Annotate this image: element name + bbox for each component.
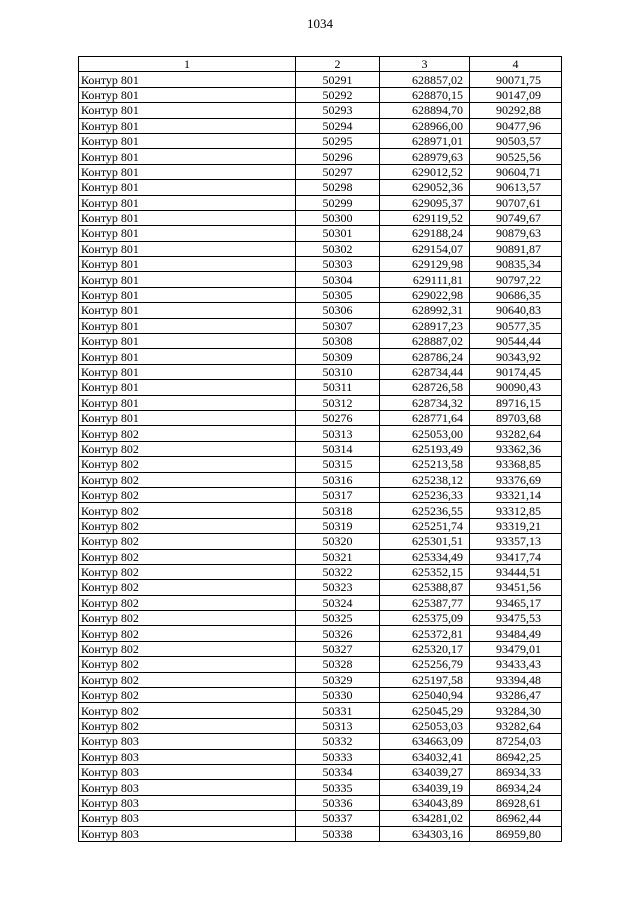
table-row: [79, 503, 562, 518]
y-coordinate-cell: 90525,56: [470, 149, 562, 164]
point-number-cell: 50331: [296, 703, 380, 718]
contour-name-cell: Контур 802: [79, 441, 296, 456]
table-header: [79, 57, 562, 72]
contour-name-cell: Контур 803: [79, 764, 296, 779]
y-coordinate-cell: 90503,57: [470, 133, 562, 148]
x-coordinate-cell: 629012,52: [380, 164, 470, 179]
contour-name-cell: Контур 801: [79, 226, 296, 241]
contour-name-cell: Контур 803: [79, 780, 296, 795]
point-number-cell: 50316: [296, 472, 380, 487]
x-coordinate-cell: 629052,36: [380, 180, 470, 195]
y-coordinate-cell: 93444,51: [470, 564, 562, 579]
y-coordinate-cell: 90343,92: [470, 349, 562, 364]
y-coordinate-cell: 86934,24: [470, 780, 562, 795]
table-row: [79, 133, 562, 148]
point-number-cell: 50324: [296, 595, 380, 610]
point-number-cell: 50310: [296, 364, 380, 379]
page-number: 1034: [307, 16, 333, 31]
y-coordinate-cell: 89703,68: [470, 410, 562, 425]
y-coordinate-cell: 89716,15: [470, 395, 562, 410]
table-row: [79, 164, 562, 179]
contour-name-cell: Контур 801: [79, 287, 296, 302]
x-coordinate-cell: 628917,23: [380, 318, 470, 333]
y-coordinate-cell: 93357,13: [470, 534, 562, 549]
coordinates-table: [78, 56, 562, 842]
table-body: [79, 72, 562, 842]
point-number-cell: 50309: [296, 349, 380, 364]
x-coordinate-cell: 628771,64: [380, 410, 470, 425]
table-row: [79, 764, 562, 779]
contour-name-cell: Контур 801: [79, 272, 296, 287]
x-coordinate-cell: 628786,24: [380, 349, 470, 364]
x-coordinate-cell: 625193,49: [380, 441, 470, 456]
table-row: [79, 210, 562, 225]
point-number-cell: 50298: [296, 180, 380, 195]
contour-name-cell: Контур 801: [79, 72, 296, 87]
contour-name-cell: Контур 801: [79, 303, 296, 318]
table-row: [79, 349, 562, 364]
contour-name-cell: Контур 802: [79, 688, 296, 703]
table-row: [79, 180, 562, 195]
contour-name-cell: Контур 802: [79, 457, 296, 472]
table-row: [79, 149, 562, 164]
point-number-cell: 50313: [296, 718, 380, 733]
contour-name-cell: Контур 802: [79, 487, 296, 502]
x-coordinate-cell: 625375,09: [380, 611, 470, 626]
table-row: [79, 195, 562, 210]
x-coordinate-cell: 625236,33: [380, 487, 470, 502]
y-coordinate-cell: 93484,49: [470, 626, 562, 641]
y-coordinate-cell: 93286,47: [470, 688, 562, 703]
table-row: [79, 549, 562, 564]
x-coordinate-cell: 625334,49: [380, 549, 470, 564]
point-number-cell: 50320: [296, 534, 380, 549]
point-number-cell: 50293: [296, 103, 380, 118]
table-row: [79, 426, 562, 441]
contour-name-cell: Контур 803: [79, 749, 296, 764]
point-number-cell: 50332: [296, 734, 380, 749]
x-coordinate-cell: 625213,58: [380, 457, 470, 472]
point-number-cell: 50330: [296, 688, 380, 703]
y-coordinate-cell: 93376,69: [470, 472, 562, 487]
contour-name-cell: Контур 803: [79, 734, 296, 749]
contour-name-cell: Контур 801: [79, 164, 296, 179]
table-row: [79, 118, 562, 133]
y-coordinate-cell: 93433,43: [470, 657, 562, 672]
contour-name-cell: Контур 801: [79, 257, 296, 272]
x-coordinate-cell: 628870,15: [380, 87, 470, 102]
y-coordinate-cell: 93417,74: [470, 549, 562, 564]
contour-name-cell: Контур 802: [79, 595, 296, 610]
y-coordinate-cell: 90707,61: [470, 195, 562, 210]
contour-name-cell: Контур 802: [79, 672, 296, 687]
y-coordinate-cell: 90879,63: [470, 226, 562, 241]
y-coordinate-cell: 87254,03: [470, 734, 562, 749]
contour-name-cell: Контур 801: [79, 334, 296, 349]
point-number-cell: 50337: [296, 811, 380, 826]
y-coordinate-cell: 93394,48: [470, 672, 562, 687]
contour-name-cell: Контур 801: [79, 133, 296, 148]
x-coordinate-cell: 629111,81: [380, 272, 470, 287]
x-coordinate-cell: 628857,02: [380, 72, 470, 87]
x-coordinate-cell: 625320,17: [380, 641, 470, 656]
table-row: [79, 334, 562, 349]
x-coordinate-cell: 634281,02: [380, 811, 470, 826]
point-number-cell: 50328: [296, 657, 380, 672]
table-row: [79, 749, 562, 764]
contour-name-cell: Контур 802: [79, 472, 296, 487]
y-coordinate-cell: 90797,22: [470, 272, 562, 287]
x-coordinate-cell: 625053,03: [380, 718, 470, 733]
contour-name-cell: Контур 802: [79, 657, 296, 672]
table-row: [79, 457, 562, 472]
table-row: [79, 534, 562, 549]
x-coordinate-cell: 629188,24: [380, 226, 470, 241]
header-col-3: 3: [380, 57, 470, 72]
y-coordinate-cell: 86934,33: [470, 764, 562, 779]
y-coordinate-cell: 93368,85: [470, 457, 562, 472]
y-coordinate-cell: 86942,25: [470, 749, 562, 764]
contour-name-cell: Контур 802: [79, 426, 296, 441]
contour-name-cell: Контур 802: [79, 518, 296, 533]
x-coordinate-cell: 625301,51: [380, 534, 470, 549]
x-coordinate-cell: 629022,98: [380, 287, 470, 302]
y-coordinate-cell: 93475,53: [470, 611, 562, 626]
point-number-cell: 50292: [296, 87, 380, 102]
table-row: [79, 795, 562, 810]
contour-name-cell: Контур 802: [79, 611, 296, 626]
x-coordinate-cell: 629129,98: [380, 257, 470, 272]
y-coordinate-cell: 90477,96: [470, 118, 562, 133]
point-number-cell: 50317: [296, 487, 380, 502]
y-coordinate-cell: 93282,64: [470, 426, 562, 441]
table-row: [79, 688, 562, 703]
table-row: [79, 72, 562, 87]
point-number-cell: 50295: [296, 133, 380, 148]
point-number-cell: 50312: [296, 395, 380, 410]
contour-name-cell: Контур 801: [79, 103, 296, 118]
table-row: [79, 780, 562, 795]
contour-name-cell: Контур 801: [79, 395, 296, 410]
contour-name-cell: Контур 801: [79, 180, 296, 195]
y-coordinate-cell: 93319,21: [470, 518, 562, 533]
point-number-cell: 50308: [296, 334, 380, 349]
y-coordinate-cell: 90604,71: [470, 164, 562, 179]
y-coordinate-cell: 93312,85: [470, 503, 562, 518]
point-number-cell: 50335: [296, 780, 380, 795]
contour-name-cell: Контур 802: [79, 534, 296, 549]
contour-name-cell: Контур 801: [79, 364, 296, 379]
x-coordinate-cell: 628734,44: [380, 364, 470, 379]
table-row: [79, 380, 562, 395]
point-number-cell: 50336: [296, 795, 380, 810]
y-coordinate-cell: 93321,14: [470, 487, 562, 502]
table-row: [79, 564, 562, 579]
y-coordinate-cell: 90613,57: [470, 180, 562, 195]
point-number-cell: 50276: [296, 410, 380, 425]
x-coordinate-cell: 634039,27: [380, 764, 470, 779]
header-row: [79, 57, 562, 72]
point-number-cell: 50304: [296, 272, 380, 287]
point-number-cell: 50315: [296, 457, 380, 472]
contour-name-cell: Контур 803: [79, 795, 296, 810]
point-number-cell: 50294: [296, 118, 380, 133]
x-coordinate-cell: 625045,29: [380, 703, 470, 718]
point-number-cell: 50300: [296, 210, 380, 225]
point-number-cell: 50314: [296, 441, 380, 456]
x-coordinate-cell: 625236,55: [380, 503, 470, 518]
table-row: [79, 441, 562, 456]
y-coordinate-cell: 93465,17: [470, 595, 562, 610]
contour-name-cell: Контур 802: [79, 549, 296, 564]
table-row: [79, 580, 562, 595]
table-row: [79, 226, 562, 241]
table-row: [79, 518, 562, 533]
y-coordinate-cell: 93284,30: [470, 703, 562, 718]
table-row: [79, 103, 562, 118]
contour-name-cell: Контур 802: [79, 641, 296, 656]
header-col-1: 1: [79, 57, 296, 72]
x-coordinate-cell: 625251,74: [380, 518, 470, 533]
point-number-cell: 50307: [296, 318, 380, 333]
contour-name-cell: Контур 802: [79, 503, 296, 518]
y-coordinate-cell: 90835,34: [470, 257, 562, 272]
table-row: [79, 811, 562, 826]
point-number-cell: 50321: [296, 549, 380, 564]
x-coordinate-cell: 628971,01: [380, 133, 470, 148]
x-coordinate-cell: 625256,79: [380, 657, 470, 672]
x-coordinate-cell: 634043,89: [380, 795, 470, 810]
x-coordinate-cell: 634032,41: [380, 749, 470, 764]
x-coordinate-cell: 629095,37: [380, 195, 470, 210]
contour-name-cell: Контур 801: [79, 195, 296, 210]
y-coordinate-cell: 90544,44: [470, 334, 562, 349]
point-number-cell: 50299: [296, 195, 380, 210]
x-coordinate-cell: 625238,12: [380, 472, 470, 487]
table-row: [79, 595, 562, 610]
table-row: [79, 395, 562, 410]
table-row: [79, 826, 562, 841]
point-number-cell: 50318: [296, 503, 380, 518]
point-number-cell: 50329: [296, 672, 380, 687]
table-row: [79, 657, 562, 672]
table-row: [79, 718, 562, 733]
table-row: [79, 318, 562, 333]
contour-name-cell: Контур 801: [79, 349, 296, 364]
x-coordinate-cell: 625040,94: [380, 688, 470, 703]
contour-name-cell: Контур 801: [79, 380, 296, 395]
y-coordinate-cell: 90174,45: [470, 364, 562, 379]
x-coordinate-cell: 628992,31: [380, 303, 470, 318]
table-row: [79, 641, 562, 656]
x-coordinate-cell: 629154,07: [380, 241, 470, 256]
table-row: [79, 487, 562, 502]
table-row: [79, 287, 562, 302]
y-coordinate-cell: 90090,43: [470, 380, 562, 395]
table-row: [79, 626, 562, 641]
contour-name-cell: Контур 801: [79, 210, 296, 225]
x-coordinate-cell: 625387,77: [380, 595, 470, 610]
contour-name-cell: Контур 802: [79, 626, 296, 641]
y-coordinate-cell: 86928,61: [470, 795, 562, 810]
table-row: [79, 241, 562, 256]
table-row: [79, 303, 562, 318]
y-coordinate-cell: 90071,75: [470, 72, 562, 87]
contour-name-cell: Контур 801: [79, 87, 296, 102]
table-row: [79, 272, 562, 287]
contour-name-cell: Контур 802: [79, 564, 296, 579]
point-number-cell: 50322: [296, 564, 380, 579]
contour-name-cell: Контур 801: [79, 318, 296, 333]
point-number-cell: 50311: [296, 380, 380, 395]
header-col-2: 2: [296, 57, 380, 72]
table-row: [79, 734, 562, 749]
x-coordinate-cell: 628894,70: [380, 103, 470, 118]
point-number-cell: 50303: [296, 257, 380, 272]
x-coordinate-cell: 634039,19: [380, 780, 470, 795]
table-row: [79, 87, 562, 102]
point-number-cell: 50319: [296, 518, 380, 533]
point-number-cell: 50338: [296, 826, 380, 841]
y-coordinate-cell: 93479,01: [470, 641, 562, 656]
x-coordinate-cell: 625352,15: [380, 564, 470, 579]
x-coordinate-cell: 634303,16: [380, 826, 470, 841]
contour-name-cell: Контур 801: [79, 241, 296, 256]
y-coordinate-cell: 90640,83: [470, 303, 562, 318]
contour-name-cell: Контур 802: [79, 580, 296, 595]
table-row: [79, 611, 562, 626]
contour-name-cell: Контур 803: [79, 826, 296, 841]
x-coordinate-cell: 625053,00: [380, 426, 470, 441]
table-row: [79, 364, 562, 379]
point-number-cell: 50313: [296, 426, 380, 441]
point-number-cell: 50302: [296, 241, 380, 256]
x-coordinate-cell: 628966,00: [380, 118, 470, 133]
y-coordinate-cell: 86962,44: [470, 811, 562, 826]
x-coordinate-cell: 628979,63: [380, 149, 470, 164]
point-number-cell: 50326: [296, 626, 380, 641]
table-row: [79, 410, 562, 425]
x-coordinate-cell: 625197,58: [380, 672, 470, 687]
y-coordinate-cell: 86959,80: [470, 826, 562, 841]
point-number-cell: 50334: [296, 764, 380, 779]
x-coordinate-cell: 625372,81: [380, 626, 470, 641]
y-coordinate-cell: 93362,36: [470, 441, 562, 456]
y-coordinate-cell: 93282,64: [470, 718, 562, 733]
x-coordinate-cell: 625388,87: [380, 580, 470, 595]
point-number-cell: 50291: [296, 72, 380, 87]
table-row: [79, 472, 562, 487]
x-coordinate-cell: 628734,32: [380, 395, 470, 410]
x-coordinate-cell: 629119,52: [380, 210, 470, 225]
table-row: [79, 703, 562, 718]
y-coordinate-cell: 90686,35: [470, 287, 562, 302]
contour-name-cell: Контур 803: [79, 811, 296, 826]
y-coordinate-cell: 90891,87: [470, 241, 562, 256]
contour-name-cell: Контур 802: [79, 703, 296, 718]
contour-name-cell: Контур 801: [79, 410, 296, 425]
y-coordinate-cell: 90749,67: [470, 210, 562, 225]
point-number-cell: 50323: [296, 580, 380, 595]
x-coordinate-cell: 628887,02: [380, 334, 470, 349]
table-row: [79, 257, 562, 272]
table-row: [79, 672, 562, 687]
y-coordinate-cell: 90147,09: [470, 87, 562, 102]
contour-name-cell: Контур 802: [79, 718, 296, 733]
x-coordinate-cell: 634663,09: [380, 734, 470, 749]
point-number-cell: 50333: [296, 749, 380, 764]
point-number-cell: 50297: [296, 164, 380, 179]
y-coordinate-cell: 90292,88: [470, 103, 562, 118]
contour-name-cell: Контур 801: [79, 118, 296, 133]
point-number-cell: 50306: [296, 303, 380, 318]
header-col-4: 4: [470, 57, 562, 72]
x-coordinate-cell: 628726,58: [380, 380, 470, 395]
point-number-cell: 50296: [296, 149, 380, 164]
point-number-cell: 50327: [296, 641, 380, 656]
y-coordinate-cell: 90577,35: [470, 318, 562, 333]
point-number-cell: 50305: [296, 287, 380, 302]
point-number-cell: 50301: [296, 226, 380, 241]
point-number-cell: 50325: [296, 611, 380, 626]
y-coordinate-cell: 93451,56: [470, 580, 562, 595]
contour-name-cell: Контур 801: [79, 149, 296, 164]
